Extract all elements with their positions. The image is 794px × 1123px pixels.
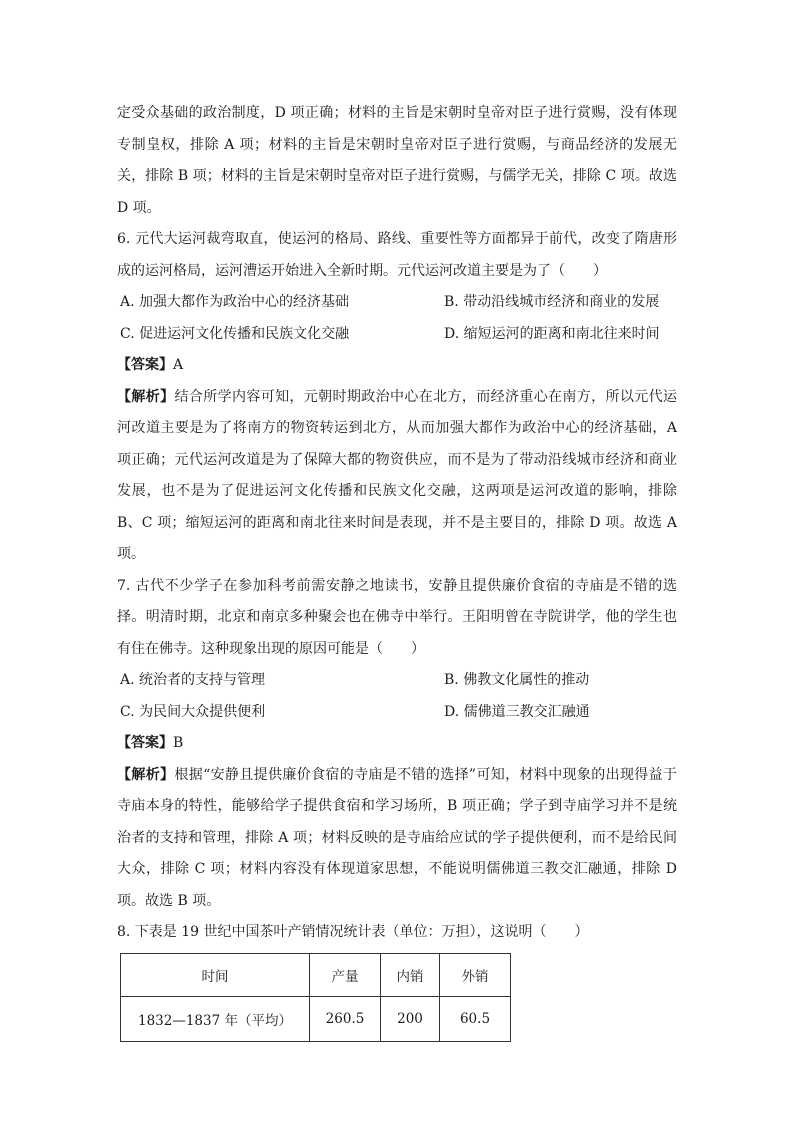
table-header-cell: 内销 [381,953,440,996]
analysis-block [117,760,677,918]
option-c: C. 为民间大众提供便利 [120,703,266,720]
answer-line [117,728,677,760]
question-stem-line: 6. 元代大运河裁弯取直，使运河的格局、路线、重要性等方面都异于前代，改变了隋唐形 [117,231,677,247]
question-stem-line: 择。明清时期，北京和南京多种聚会也在佛寺中举行。王阳明曾在寺院讲学，他的学生也 [117,609,677,625]
question-stem-line: 8. 下表是 19 世纪中国茶叶产销情况统计表（单位：万担），这说明（ ） [117,924,589,940]
analysis-line: 项。 [117,546,145,562]
table-header-row [121,953,511,996]
previous-analysis-continuation [117,98,677,224]
options-row [117,665,677,697]
table-cell: 260.5 [310,996,381,1041]
table-cell: 1832—1837 年（平均） [121,996,310,1041]
analysis-line: 【解析】结合所学内容可知，元朝时期政治中心在北方，而经济重心在南方，所以元代运 [117,388,678,405]
option-d: D. 缩短运河的距离和南北往来时间 [444,325,660,342]
analysis-block [117,382,677,571]
analysis-line: 发展，也不是为了促进运河文化传播和民族文化交融，这两项是运河改道的影响，排除 [117,483,677,499]
analysis-line: 【解析】根据“安静且提供廉价食宿的寺庙是不错的选择”可知，材料中现象的出现得益于 [117,766,678,783]
text-line: 定受众基础的政治制度，D 项正确；材料的主旨是宋朝时皇帝对臣子进行赏赐，没有体现 [117,105,677,121]
answer-tag: 【答案】 [117,357,173,373]
options-row [117,287,677,319]
question-6 [117,224,677,571]
options-row [117,319,677,351]
option-d: D. 儒佛道三教交汇融通 [444,703,590,720]
analysis-line: 寺庙本身的特性，能够给学子提供食宿和学习场所，B 项正确；学子到寺庙学习并不是统 [117,798,677,814]
option-a: A. 加强大都作为政治中心的经济基础 [120,294,350,310]
option-b: B. 带动沿线城市经济和商业的发展 [444,294,660,310]
analysis-line: 治者的支持和管理，排除 A 项；材料反映的是寺庙给应试的学子提供便利，而不是给民间 [117,829,677,846]
tea-statistics-table [120,953,511,1042]
question-8 [117,917,677,1042]
analysis-line: 大众，排除 C 项；材料内容没有体现道家思想，不能说明儒佛道三教交汇融通，排除 D [117,861,677,877]
analysis-line: 项正确；元代运河改道是为了保障大都的物资供应，而不是为了带动沿线城市经济和商业 [117,451,677,468]
answer-value: A [173,357,184,373]
option-b: B. 佛教文化属性的推动 [444,672,590,688]
table-header-cell: 时间 [121,953,310,996]
table-header-cell: 外销 [440,953,511,996]
text-line: 专制皇权，排除 A 项；材料的主旨是宋朝时皇帝对臣子进行赏赐，与商品经济的发展无 [117,136,677,153]
question-stem-line: 有住在佛寺。这种现象出现的原因可能是（ ） [117,640,425,657]
answer-tag: 【答案】 [117,735,173,751]
question-stem-line: 7. 古代不少学子在参加科考前需安静之地读书，安静且提供廉价食宿的寺庙是不错的选 [117,577,677,594]
answer-line [117,350,677,382]
table-header-cell: 产量 [310,953,381,996]
table-cell: 200 [381,996,440,1041]
question-7 [117,571,677,918]
analysis-tag: 【解析】 [117,766,175,783]
page-content [117,98,677,1042]
options-row [117,697,677,729]
text-line: 关，排除 B 项；材料的主旨是宋朝时皇帝对臣子进行赏赐，与儒学无关，排除 C 项。故选 [117,168,677,184]
table-cell: 60.5 [440,996,511,1041]
analysis-line: 项。故选 B 项。 [117,892,221,909]
analysis-line: B、C 项；缩短运河的距离和南北往来时间是表现，并不是主要目的，排除 D 项。故选 A [117,514,677,531]
option-a: A. 统治者的支持与管理 [120,672,266,688]
answer-value: B [173,735,184,751]
question-stem-line: 成的运河格局，运河漕运开始进入全新时期。元代运河改道主要是为了（ ） [117,262,607,279]
text-line: D 项。 [117,199,161,216]
table-row [121,996,511,1041]
analysis-tag: 【解析】 [117,388,175,405]
option-c: C. 促进运河文化传播和民族文化交融 [120,325,350,342]
analysis-line: 河改道主要是为了将南方的物资转运到北方，从而加强大都作为政治中心的经济基础，A [117,420,677,436]
